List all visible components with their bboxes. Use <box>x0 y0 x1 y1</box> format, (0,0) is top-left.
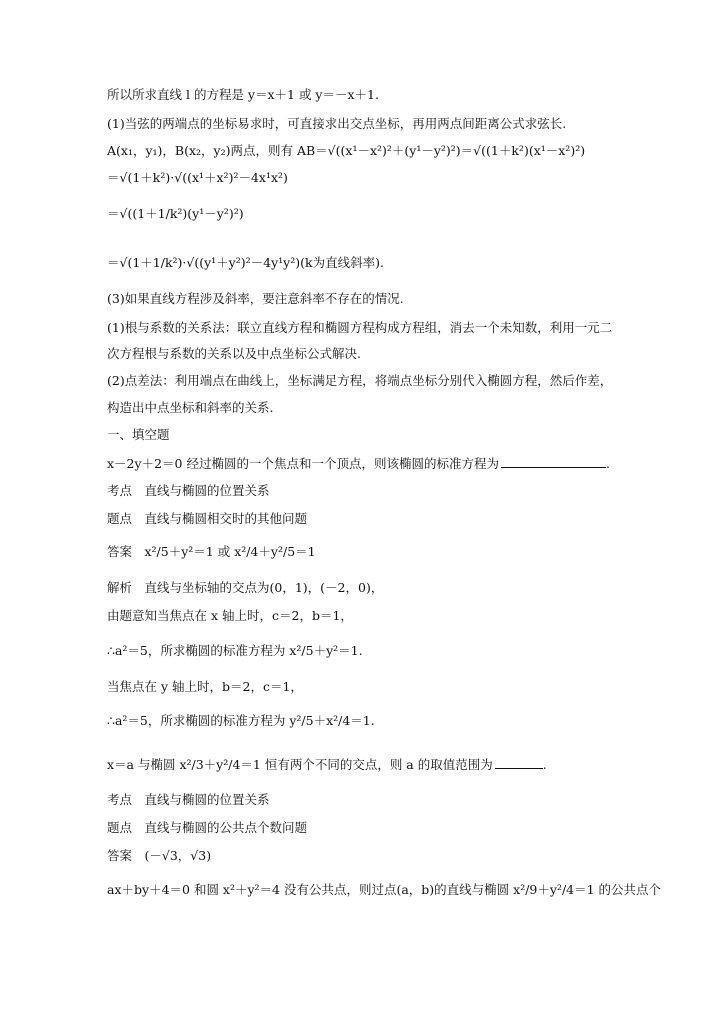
formula-line: ＝√(1＋1/k²)·√((y¹＋y²)²－4y¹y²)(k为直线斜率). <box>107 255 384 270</box>
text-line: 构造出中点坐标和斜率的关系. <box>107 400 274 415</box>
text-line: (1)当弦的两端点的坐标易求时，可直接求出交点坐标，再用两点间距离公式求弦长. <box>107 116 567 131</box>
answer-line: 答案 (－√3，√3) <box>107 848 212 863</box>
text-line: ∴a²＝5，所求椭圆的标准方程为 y²/5＋x²/4＝1. <box>107 713 375 728</box>
answer-blank <box>495 756 543 769</box>
text-line: (2)点差法：利用端点在曲线上，坐标满足方程，将端点坐标分别代入椭圆方程，然后作差， <box>107 373 613 388</box>
answer-blank <box>501 455 606 468</box>
text-line: 由题意知当焦点在 x 轴上时，c＝2，b＝1， <box>107 608 353 623</box>
question-line: x＝a 与椭圆 x²/3＋y²/4＝1 恒有两个不同的交点，则 a 的取值范围为 . <box>107 757 547 772</box>
text-line: 考点 直线与椭圆的位置关系 <box>107 792 270 807</box>
question-text: x＝a 与椭圆 x²/3＋y²/4＝1 恒有两个不同的交点，则 a 的取值范围为 <box>107 757 493 772</box>
text-line: 考点 直线与椭圆的位置关系 <box>107 483 270 498</box>
answer-line: 答案 x²/5＋y²＝1 或 x²/4＋y²/5＝1 <box>107 544 316 559</box>
text-line: ∴a²＝5，所求椭圆的标准方程为 x²/5＋y²＝1. <box>107 643 363 658</box>
text-line: 当焦点在 y 轴上时，b＝2，c＝1， <box>107 679 303 694</box>
formula-line: ＝√((1＋1/k²)(y¹－y²)²) <box>107 206 244 221</box>
formula-line: A(x₁，y₁)，B(x₂，y₂)两点，则有 AB＝√((x¹－x²)²＋(y¹－y²)²)＝√((1＋k²)(x¹－x²)²) <box>107 143 586 158</box>
question-text: x－2y＋2＝0 经过椭圆的一个焦点和一个顶点，则该椭圆的标准方程为 <box>107 456 499 471</box>
text-line: 所以所求直线 l 的方程是 y＝x＋1 或 y＝－x＋1. <box>107 87 379 102</box>
text-line: 解析 直线与坐标轴的交点为(0，1)，(－2，0)， <box>107 580 384 595</box>
section-heading: 一、填空题 <box>107 427 170 442</box>
formula-line: ＝√(1＋k²)·√((x¹＋x²)²－4x¹x²) <box>107 170 288 185</box>
question-line: ax＋by＋4＝0 和圆 x²＋y²＝4 没有公共点，则过点(a，b)的直线与椭圆 x²/9＋y²/4＝1 的公共点个 <box>107 882 662 897</box>
text-line: 次方程根与系数的关系以及中点坐标公式解决. <box>107 346 361 361</box>
text-line: (3)如果直线方程涉及斜率，要注意斜率不存在的情况. <box>107 291 404 306</box>
text-line: (1)根与系数的关系法：联立直线方程和椭圆方程构成方程组，消去一个未知数，利用一元二 <box>107 320 613 335</box>
question-line: x－2y＋2＝0 经过椭圆的一个焦点和一个顶点，则该椭圆的标准方程为 . <box>107 456 610 471</box>
text-line: 题点 直线与椭圆的公共点个数问题 <box>107 820 308 835</box>
text-line: 题点 直线与椭圆相交时的其他问题 <box>107 511 308 526</box>
